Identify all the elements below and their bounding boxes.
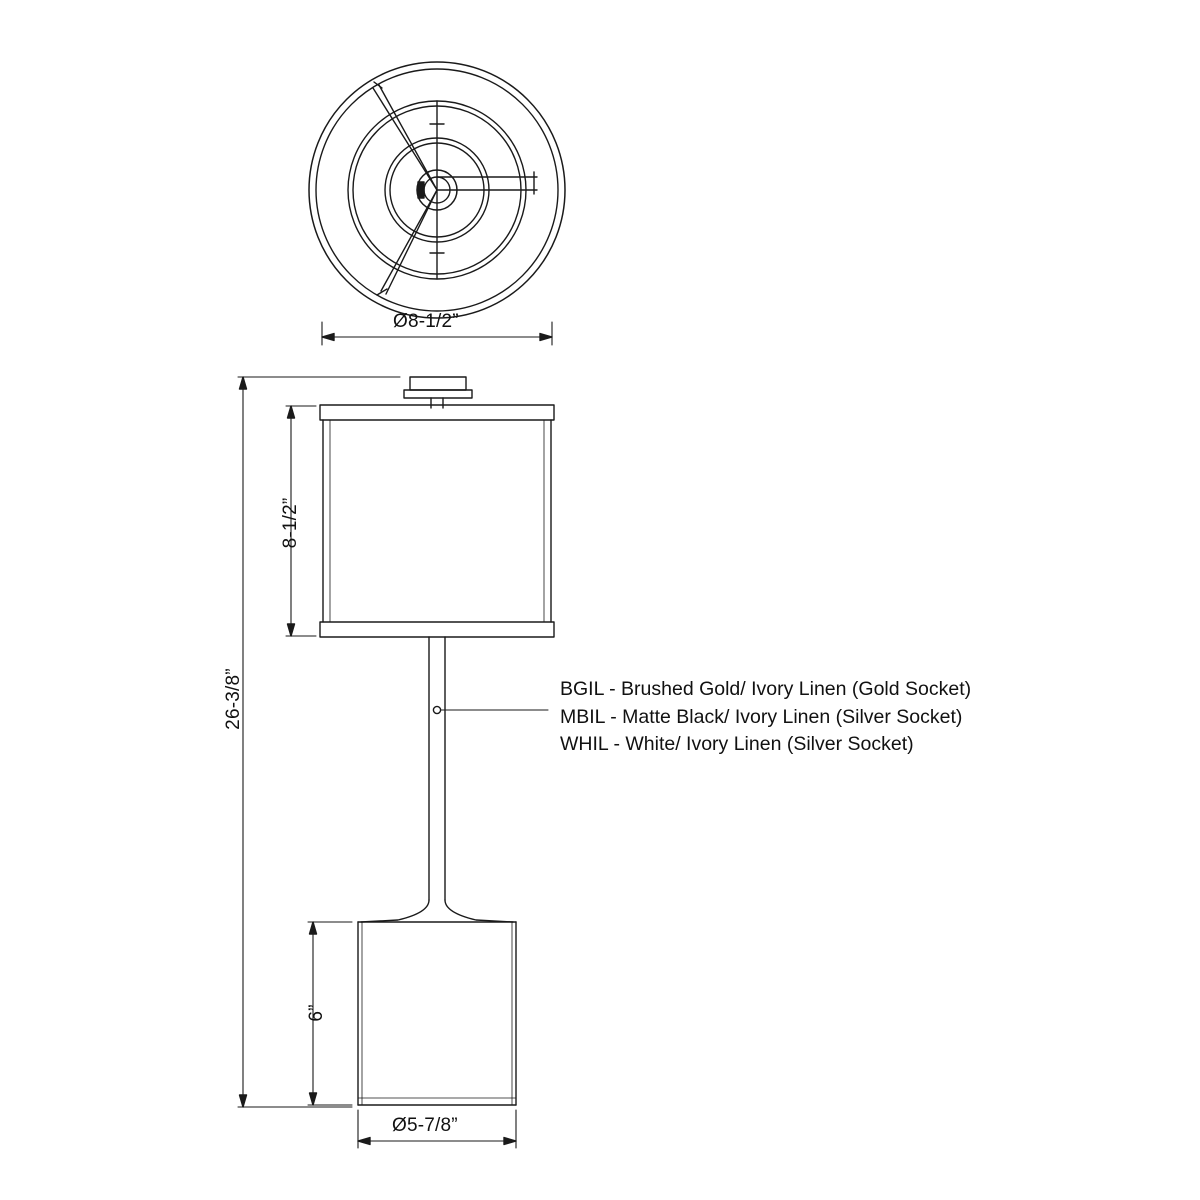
dimension-label-overall-height: 26-3/8” [223,668,244,730]
finish-option-mbil: MBIL - Matte Black/ Ivory Linen (Silver Socket) [560,705,963,728]
dimension-label-top-diameter: Ø8-1/2” [393,311,459,332]
finish-option-whil: WHIL - White/ Ivory Linen (Silver Socket) [560,733,914,755]
finish-option-bgil: BGIL - Brushed Gold/ Ivory Linen (Gold Socket) [560,678,972,700]
finish-options-list [560,676,971,759]
front-elevation-group [320,377,554,1105]
dimension-label-shade-height: 8-1/2” [280,497,301,549]
dimension-label-base-diameter: Ø5-7/8” [392,1115,458,1136]
dimension-label-base-height: 6” [306,1004,327,1022]
top-view-group [309,62,565,318]
